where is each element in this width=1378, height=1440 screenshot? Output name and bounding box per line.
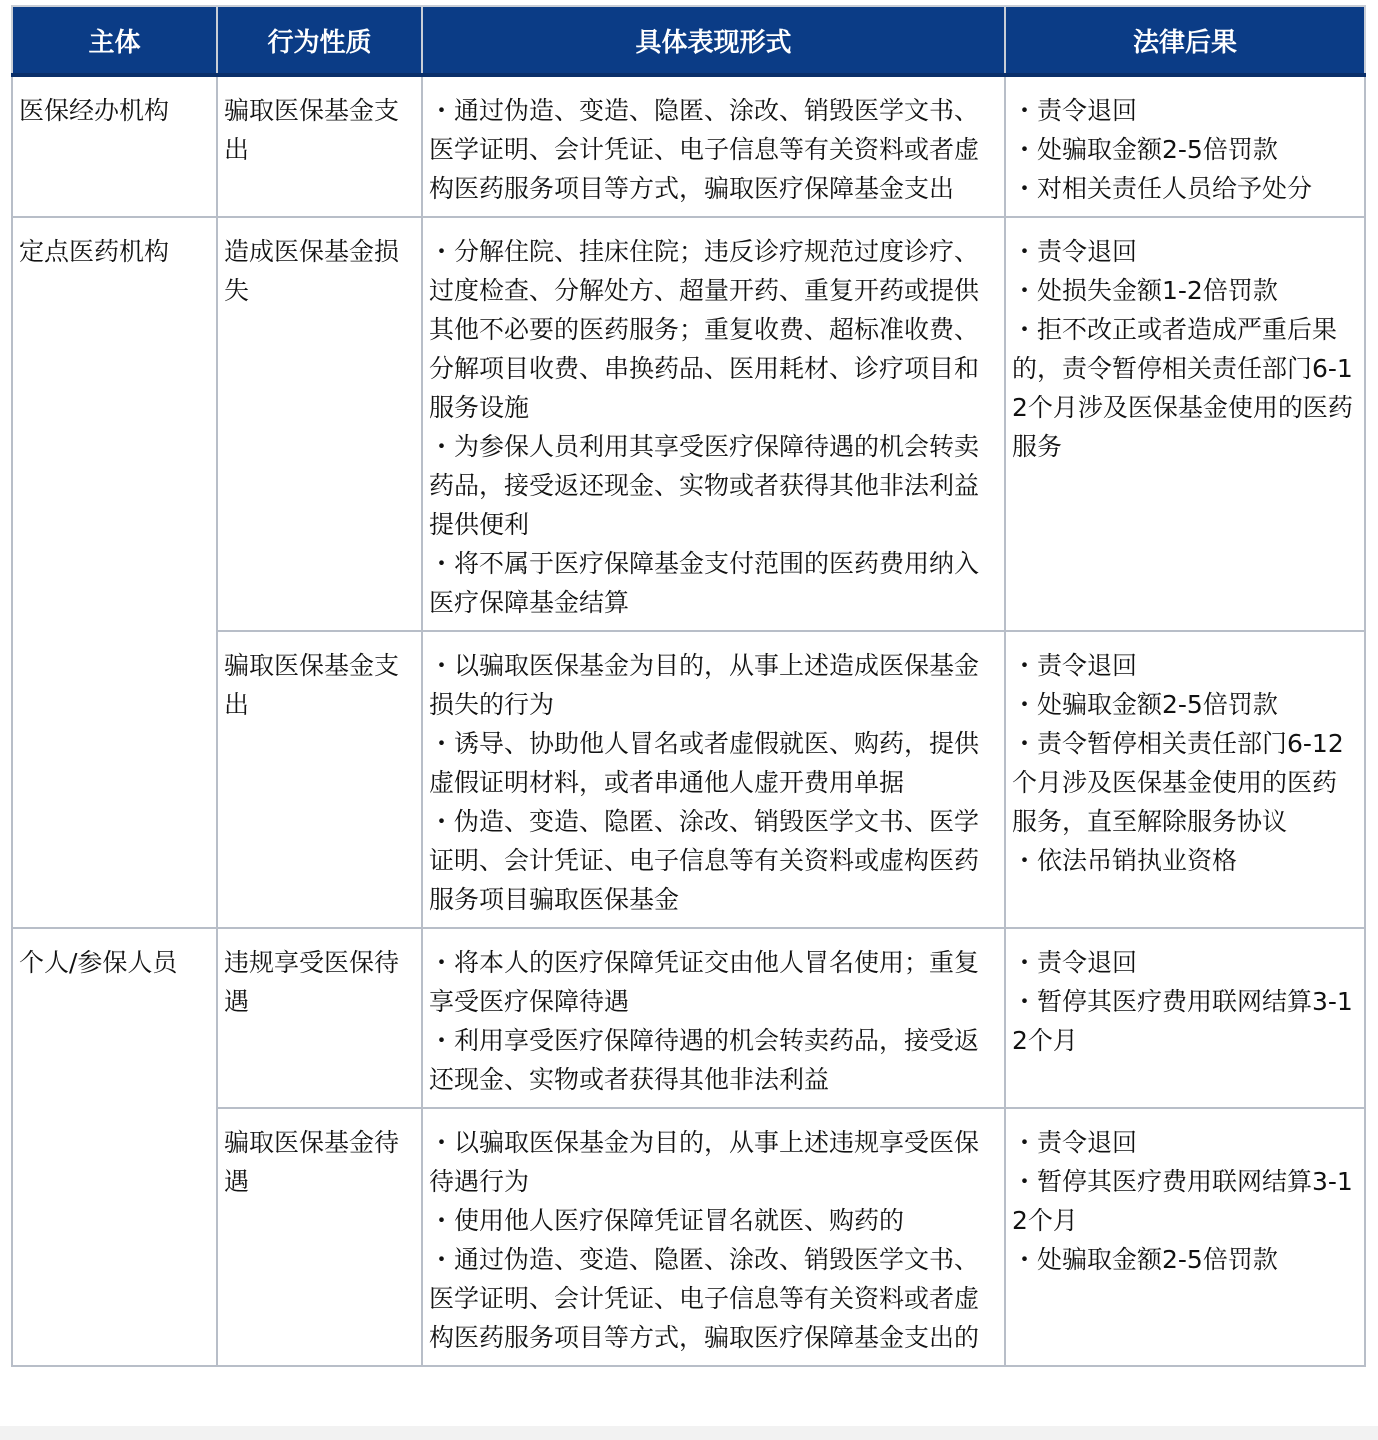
- consequences-cell: [1005, 631, 1365, 928]
- page-bottom-strip: [0, 1426, 1378, 1440]
- consequences-cell: [1005, 217, 1365, 631]
- nature-cell: 骗取医保基金支出: [217, 631, 422, 928]
- nature-cell: 骗取医保基金待遇: [217, 1108, 422, 1366]
- nature-cell: 造成医保基金损失: [217, 217, 422, 631]
- consequences-cell: [1005, 1108, 1365, 1366]
- table-row: [12, 75, 1365, 217]
- consequence-item: ・暂停其医疗费用联网结算3-12个月: [1012, 987, 1353, 1055]
- consequence-item: ・对相关责任人员给予处分: [1012, 174, 1313, 203]
- consequence-item: ・处骗取金额2-5倍罚款: [1012, 690, 1278, 719]
- forms-cell: [422, 631, 1005, 928]
- medical-insurance-penalty-table: [11, 5, 1366, 1367]
- consequence-item: ・责令退回: [1012, 1128, 1138, 1157]
- consequence-item: ・拒不改正或者造成严重后果的，责令暂停相关责任部门6-12个月涉及医保基金使用的医药服务: [1012, 315, 1353, 461]
- consequence-item: ・责令退回: [1012, 96, 1138, 125]
- consequence-item: ・处骗取金额2-5倍罚款: [1012, 135, 1278, 164]
- form-item: ・利用享受医疗保障待遇的机会转卖药品，接受返还现金、实物或者获得其他非法利益: [429, 1026, 980, 1094]
- form-item: ・将不属于医疗保障基金支付范围的医药费用纳入医疗保障基金结算: [429, 549, 980, 617]
- form-item: ・通过伪造、变造、隐匿、涂改、销毁医学文书、医学证明、会计凭证、电子信息等有关资料或者虚构医药服务项目等方式，骗取医疗保障基金支出: [429, 96, 980, 203]
- subject-cell: 定点医药机构: [12, 217, 217, 928]
- consequences-cell: [1005, 928, 1365, 1108]
- forms-cell: [422, 1108, 1005, 1366]
- consequence-item: ・责令退回: [1012, 651, 1138, 680]
- forms-cell: [422, 217, 1005, 631]
- subject-cell: 医保经办机构: [12, 75, 217, 217]
- header-consequences: 法律后果: [1005, 6, 1365, 75]
- nature-cell: 骗取医保基金支出: [217, 75, 422, 217]
- form-item: ・通过伪造、变造、隐匿、涂改、销毁医学文书、医学证明、会计凭证、电子信息等有关资料或者虚构医药服务项目等方式，骗取医疗保障基金支出的: [429, 1245, 980, 1352]
- form-item: ・将本人的医疗保障凭证交由他人冒名使用；重复享受医疗保障待遇: [429, 948, 980, 1016]
- subject-cell: 个人/参保人员: [12, 928, 217, 1366]
- form-item: ・伪造、变造、隐匿、涂改、销毁医学文书、医学证明、会计凭证、电子信息等有关资料或虚构医药服务项目骗取医保基金: [429, 807, 980, 914]
- table-row: [12, 217, 1365, 631]
- form-item: ・诱导、协助他人冒名或者虚假就医、购药，提供虚假证明材料，或者串通他人虚开费用单据: [429, 729, 980, 797]
- header-forms: 具体表现形式: [422, 6, 1005, 75]
- consequence-item: ・依法吊销执业资格: [1012, 846, 1238, 875]
- header-nature: 行为性质: [217, 6, 422, 75]
- form-item: ・以骗取医保基金为目的，从事上述违规享受医保待遇行为: [429, 1128, 980, 1196]
- form-item: ・以骗取医保基金为目的，从事上述造成医保基金损失的行为: [429, 651, 980, 719]
- form-item: ・为参保人员利用其享受医疗保障待遇的机会转卖药品，接受返还现金、实物或者获得其他非法利益提供便利: [429, 432, 980, 539]
- forms-cell: [422, 75, 1005, 217]
- consequence-item: ・处损失金额1-2倍罚款: [1012, 276, 1278, 305]
- header-subject: 主体: [12, 6, 217, 75]
- table-header-row: [12, 6, 1365, 75]
- form-item: ・使用他人医疗保障凭证冒名就医、购药的: [429, 1206, 905, 1235]
- consequence-item: ・责令退回: [1012, 237, 1138, 266]
- penalty-table-wrapper: [11, 5, 1364, 1367]
- consequence-item: ・责令暂停相关责任部门6-12个月涉及医保基金使用的医药服务，直至解除服务协议: [1012, 729, 1344, 836]
- form-item: ・分解住院、挂床住院；违反诊疗规范过度诊疗、过度检查、分解处方、超量开药、重复开药或提供其他不必要的医药服务；重复收费、超标准收费、分解项目收费、串换药品、医用耗材、诊疗项目和服务设施: [429, 237, 980, 422]
- forms-cell: [422, 928, 1005, 1108]
- consequence-item: ・责令退回: [1012, 948, 1138, 977]
- consequence-item: ・暂停其医疗费用联网结算3-12个月: [1012, 1167, 1353, 1235]
- nature-cell: 违规享受医保待遇: [217, 928, 422, 1108]
- table-row: [12, 928, 1365, 1108]
- consequence-item: ・处骗取金额2-5倍罚款: [1012, 1245, 1278, 1274]
- consequences-cell: [1005, 75, 1365, 217]
